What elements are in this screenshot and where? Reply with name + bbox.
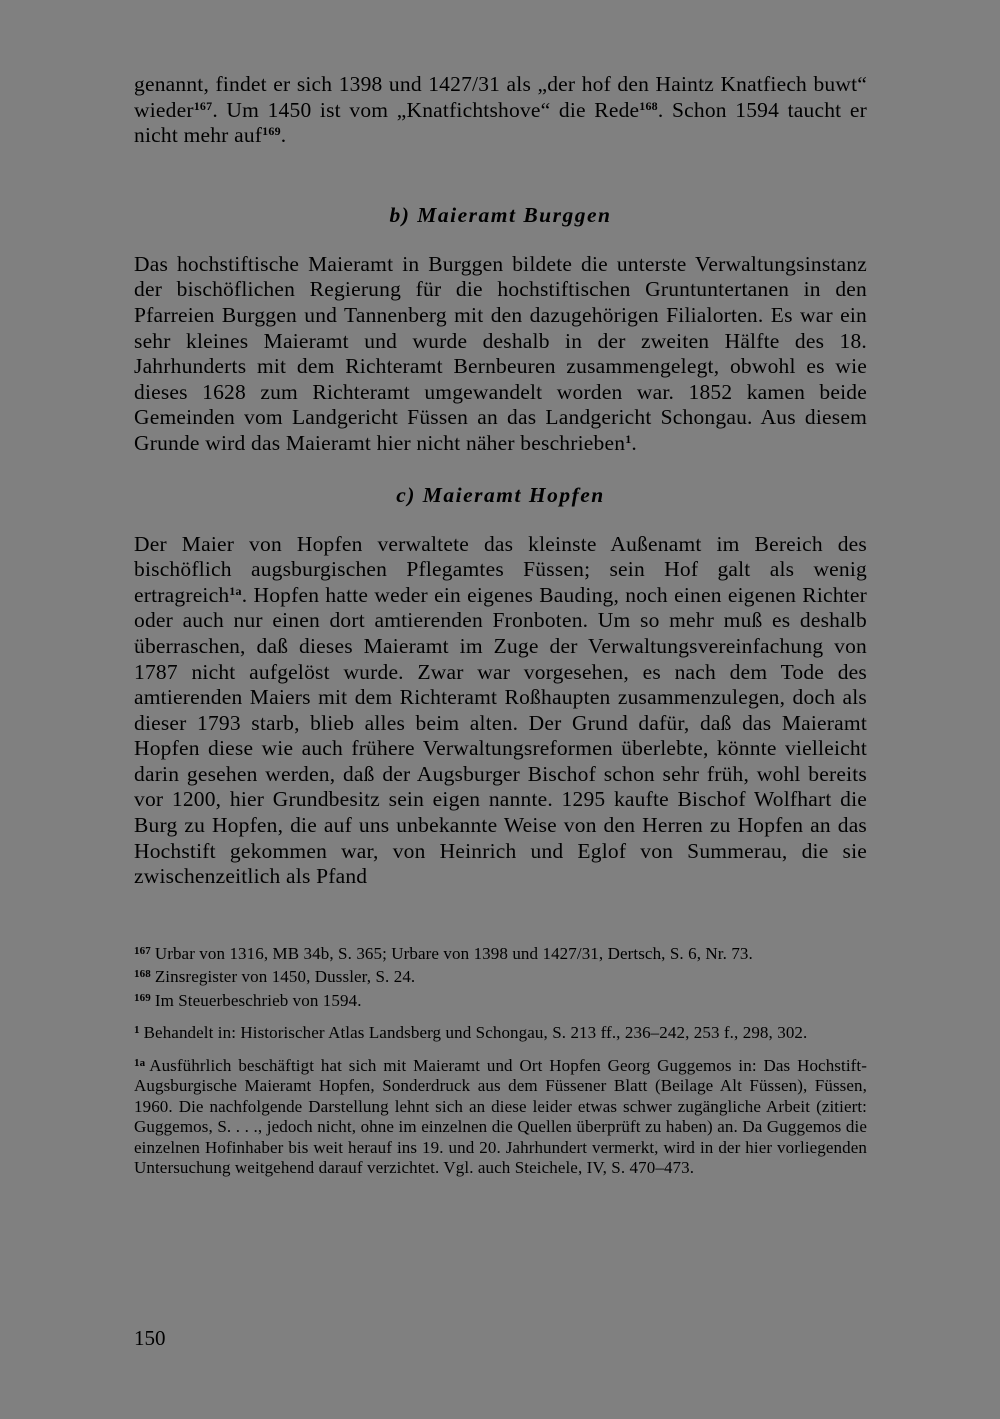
footnote-ref: 1 [625,431,632,446]
footnote [134,941,867,965]
text-run: Der Maier von Hopfen verwaltete das kleinste Außenamt im Bereich des bischöflich augsburgischen Pflegamtes Füssen; sein Hof galt als wenig ertragreich [134,531,867,607]
footnotes [134,941,867,1179]
footnote-text: Behandelt in: Historischer Atlas Landsberg und Schongau, S. 213 ff., 236–242, 253 f., 298, 302. [143,1023,808,1043]
page-content [134,72,867,1179]
footnote-mark: 169 [134,991,151,1004]
section-c-paragraph [134,532,867,890]
section-heading-c: c) Maieramt Hopfen [396,482,605,507]
footnote [134,1053,867,1179]
text-run: Das hochstiftische Maieramt in Burggen bildete die unterste Verwaltungsinstanz der bischöflichen Regierung für die hochstiftischen Gruntuntertanen in den Pfarreien Burggen und Tannenberg mit den dazugehörigen Filialorten. Es war ein sehr kleines Maieramt und wurde deshalb in der zweiten Hälfte des 18. Jahrhunderts mit dem Richteramt Bernbeuren zusammengelegt, obwohl es wie dieses 1628 zum Richteramt umgewandelt worden war. 1852 kamen beide Gemeinden vom Landgericht Füssen an das Landgericht Schongau. Aus diesem Grunde wird das Maieramt hier nicht näher beschrieben [134,251,867,455]
footnote-mark: 1 [134,1024,140,1037]
text-run: . [280,123,287,148]
footnote [134,988,867,1012]
text-run: . Hopfen hatte weder ein eigenes Bauding, noch einen eigenen Richter oder auch nur einen dort amtierenden Fronboten. Um so mehr muß es deshalb überraschen, daß dieses Maieramt im Zuge der Verwaltungsvereinfachung von 1787 nicht aufgelöst wurde. Zwar war vorgesehen, es nach dem Tode des amtierenden Maiers mit dem Richteramt Roßhaupten zusammenzulegen, doch als dieser 1793 starb, blieb alles beim alten. Der Grund dafür, daß das Maieramt Hopfen diese wie auch frühere Verwaltungsreformen überlebte, könnte vielleicht darin gesehen werden, daß der Augsburger Bischof schon sehr früh, wohl bereits vor 1200, hier Grundbesitz sein eigen nannte. 1295 kaufte Bischof Wolfhart die Burg zu Hopfen, die auf uns unbekannte Weise von den Herren zu Hopfen an das Hochstift gekommen war, von Heinrich und Eglof von Summerau, die sie zwischenzeitlich als Pfand [134,582,867,889]
text-run: . [631,430,637,455]
section-heading-b: b) Maieramt Burggen [389,202,612,227]
footnote-text: Ausführlich beschäftigt hat sich mit Maieramt und Ort Hopfen Georg Guggemos in: Das Hochstift-Augsburgische Maieramt Hopfen, Sonderdruck aus dem Füssener Blatt (Beilage Alt Füssen), Füssen, 1960. Die nachfolgende Darstellung lehnt sich an diese leider etwas schwer zugängliche Arbeit (zitiert: Guggemos, S. . . ., jedoch nicht, ohne im einzelnen die Quellen überprüft zu haben) an. Da Guggemos die einzelnen Hofinhaber bis weit herauf ins 19. und 20. Jahrhundert vermerkt, wird in der hier vorliegenden Untersuchung weitgehend darauf verzichtet. Vgl. auch Steichele, IV, S. 470–473. [134,1055,867,1178]
footnote-text: Im Steuerbeschrieb von 1594. [154,990,362,1010]
footnote-ref: 167 [193,98,213,113]
footnote-text: Zinsregister von 1450, Dussler, S. 24. [154,967,416,987]
footnote-ref: 1a [229,583,242,598]
footnote-text: Urbar von 1316, MB 34b, S. 365; Urbare von 1398 und 1427/31, Dertsch, S. 6, Nr. 73. [154,943,753,963]
text-run: . Um 1450 ist vom „Knatfichtshove“ die Rede [212,97,640,122]
footnote-mark: 167 [134,944,151,957]
text-run: genannt, findet er sich 1398 und 1427/31 als „der hof den Haintz Knatfiech buwt“ wieder [134,72,867,122]
footnote-mark: 1a [134,1056,146,1069]
intro-paragraph [134,72,867,149]
footnote [134,964,867,988]
footnote [134,1020,867,1044]
footnote-ref: 169 [262,124,281,139]
text-run: . Schon 1594 taucht er nicht mehr auf [134,97,867,148]
page-number: 150 [134,1326,166,1350]
section-b-paragraph [134,252,867,457]
footnote-ref: 168 [639,98,658,113]
footnote-mark: 168 [134,968,151,981]
